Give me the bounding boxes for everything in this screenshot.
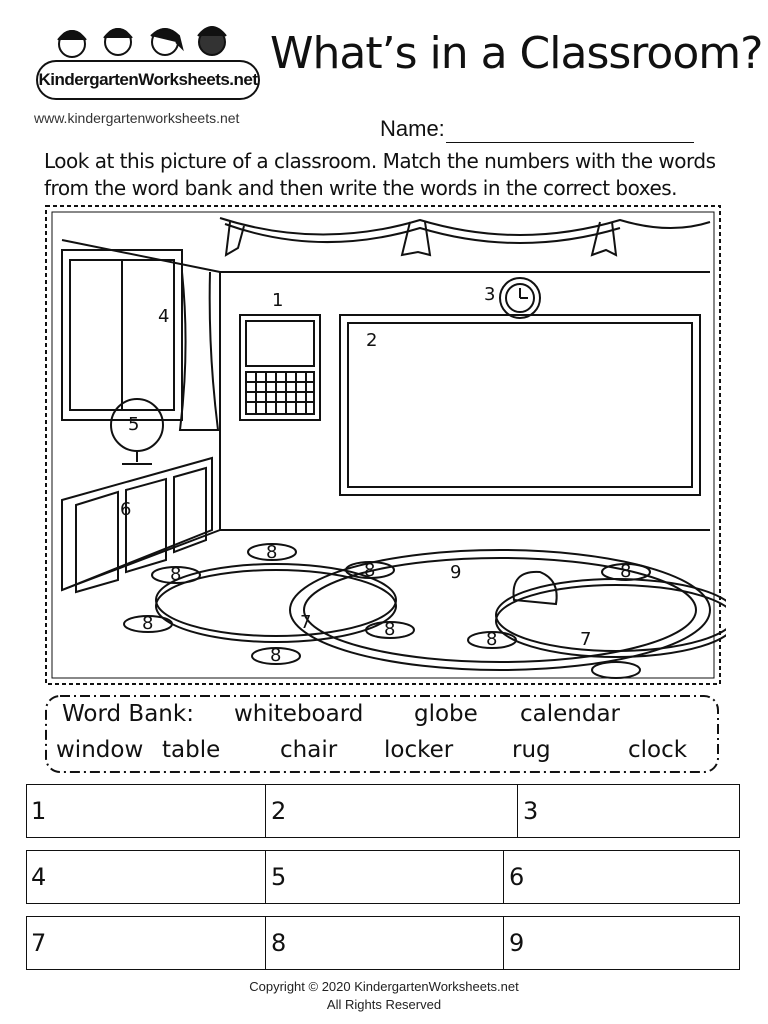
rights-line: All Rights Reserved (326, 997, 442, 1012)
logo-wordmark: KindergartenWorksheets.net (36, 60, 260, 100)
answer-cell-3[interactable]: 3 (523, 797, 539, 825)
answer-cell-4[interactable]: 4 (31, 863, 47, 891)
scene-label-1: 1 (272, 290, 284, 311)
copyright (0, 978, 768, 1014)
instructions: Look at this picture of a classroom. Match the numbers with the words from the word bank and then write the words in the correct boxes. (44, 149, 716, 200)
word-locker: locker (384, 737, 454, 763)
page-title: What’s in a Classroom? (270, 28, 763, 79)
word-globe: globe (414, 701, 478, 727)
answer-cell-5[interactable]: 5 (271, 863, 287, 891)
answer-row-2 (26, 850, 740, 904)
answer-cell-9[interactable]: 9 (509, 929, 525, 957)
scene-label-4: 4 (158, 306, 170, 327)
scene-label-8h: 8 (486, 629, 498, 650)
answer-row-3 (26, 916, 740, 970)
word-calendar: calendar (520, 701, 621, 727)
answer-row-1 (26, 784, 740, 838)
answer-cell-7[interactable]: 7 (31, 929, 47, 957)
word-clock: clock (628, 737, 688, 763)
scene-label-8b: 8 (170, 564, 182, 585)
scene-label-6: 6 (120, 499, 132, 520)
scene-label-5: 5 (128, 414, 140, 435)
classroom-illustration (40, 200, 726, 690)
answer-cell-6[interactable]: 6 (509, 863, 525, 891)
word-bank-label: Word Bank: (62, 701, 194, 727)
name-line[interactable] (446, 142, 694, 143)
name-label: Name: (380, 116, 445, 141)
scene-label-8g: 8 (620, 561, 632, 582)
answer-cell-8[interactable]: 8 (271, 929, 287, 957)
answer-cell-2[interactable]: 2 (271, 797, 287, 825)
word-rug: rug (512, 737, 551, 763)
word-whiteboard: whiteboard (234, 701, 364, 727)
scene-label-8f: 8 (384, 619, 396, 640)
copyright-line: Copyright © 2020 KindergartenWorksheets.net (249, 979, 519, 994)
scene-label-3: 3 (484, 284, 496, 305)
scene-label-8e: 8 (270, 645, 282, 666)
scene-number-labels (120, 284, 631, 666)
answer-cell-1[interactable]: 1 (31, 797, 47, 825)
word-window: window (56, 737, 144, 763)
scene-label-8a: 8 (266, 542, 278, 563)
scene-label-2: 2 (366, 330, 378, 351)
scene-label-7a: 7 (300, 612, 312, 633)
scene-label-9: 9 (450, 562, 462, 583)
site-url: www.kindergartenworksheets.net (34, 110, 240, 126)
word-table: table (162, 737, 221, 763)
word-chair: chair (280, 737, 338, 763)
scene-label-8c: 8 (364, 560, 376, 581)
scene-label-7b: 7 (580, 629, 592, 650)
scene-label-8d: 8 (142, 613, 154, 634)
